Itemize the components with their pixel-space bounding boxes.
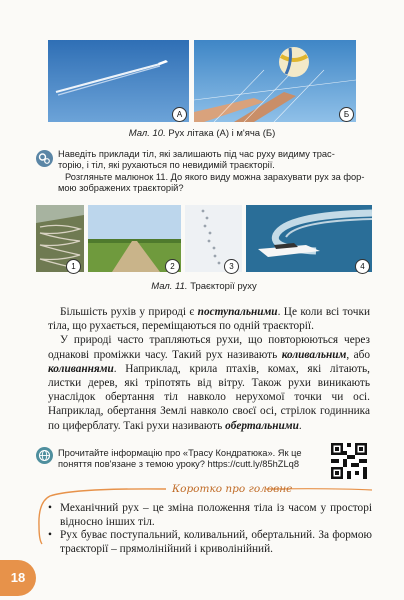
task-line-1: Наведіть приклади тіл, які залишають під час руху видиму трас- — [58, 149, 335, 159]
term-translational: поступальними — [197, 306, 278, 318]
label-1: 1 — [66, 259, 81, 274]
body-text — [48, 305, 370, 433]
cogs-icon — [36, 150, 53, 167]
task-line-2: торію, і тіл, які рухаються по невидимій траєкторії. — [58, 160, 275, 171]
info-line-2: поняття пов'язане з темою уроку? https://cutt.ly/85hZLq8 — [58, 459, 299, 470]
summary-list — [48, 502, 372, 556]
label-b: Б — [339, 107, 354, 122]
label-3: 3 — [224, 259, 239, 274]
paragraph-2 — [48, 333, 370, 432]
volleyball-photo — [194, 40, 356, 122]
info-text — [58, 448, 328, 471]
p2-text-a: У природі часто трапляються рухи, що повторюються через однакові проміжки часу. Такий рух називають — [48, 334, 370, 361]
figure10-caption-number: Мал. 10. — [128, 128, 166, 139]
p2-text-g: . — [298, 419, 302, 432]
label-2: 2 — [165, 259, 180, 274]
summary-bullet-2: • Рух буває поступальний, коливальний, обертальний. За формою траєкторії – прямолінійний і криволінійний. — [48, 529, 372, 556]
summary-title: Коротко про головне — [172, 483, 293, 495]
airplane-photo — [48, 40, 189, 122]
task-line-4: мою зображених траєкторій? — [58, 183, 184, 194]
p2-text-e: . Наприклад, крила птахів, комах, які літають, листки дерев, які тріпотять від вітру. Також рухи виникають унаслідок обертання тіл навколо нерухомої точки чи осі. Наприклад, обертання Землі навколо своєї осі, стрілок годинника по циферблату. Такі рухи називають — [48, 362, 370, 432]
task-text — [58, 149, 376, 195]
figure10-caption-text: Рух літака (А) і м'яча (Б) — [165, 128, 276, 139]
figure11-caption — [36, 281, 372, 292]
summary-bullet-1: • Механічний рух – це зміна положення тіла із часом у просторі відносно інших тіл. — [48, 502, 372, 529]
label-4: 4 — [355, 259, 370, 274]
p1-text-a: Більшість рухів у природі є — [60, 306, 198, 318]
figure11-caption-text: Траєкторії руху — [187, 281, 257, 292]
page-number: 18 — [0, 560, 36, 596]
globe-icon — [36, 447, 53, 464]
qr-code[interactable] — [331, 443, 367, 479]
info-line-1: Прочитайте інформацію про «Трасу Кондратюка». Як це — [58, 448, 302, 458]
p2-text-c: , або — [346, 348, 370, 361]
figure11-caption-number: Мал. 11. — [151, 281, 188, 292]
figure10-caption — [48, 128, 356, 139]
p1-text-c: . Це коли всі точки тіла, що рухається, переміщаються по одній траєкторії. — [48, 306, 371, 333]
label-a: А — [172, 107, 187, 122]
speedboat-photo — [246, 205, 372, 272]
paragraph-1 — [48, 305, 370, 333]
term-rotational: обертальними — [225, 419, 299, 432]
term-oscillatory: коливальним — [281, 348, 347, 361]
task-line-3: Розгляньте малюнок 11. До якого виду можна зарахувати рух за фор- — [65, 171, 365, 182]
term-oscillations: коливаннями — [48, 362, 114, 375]
